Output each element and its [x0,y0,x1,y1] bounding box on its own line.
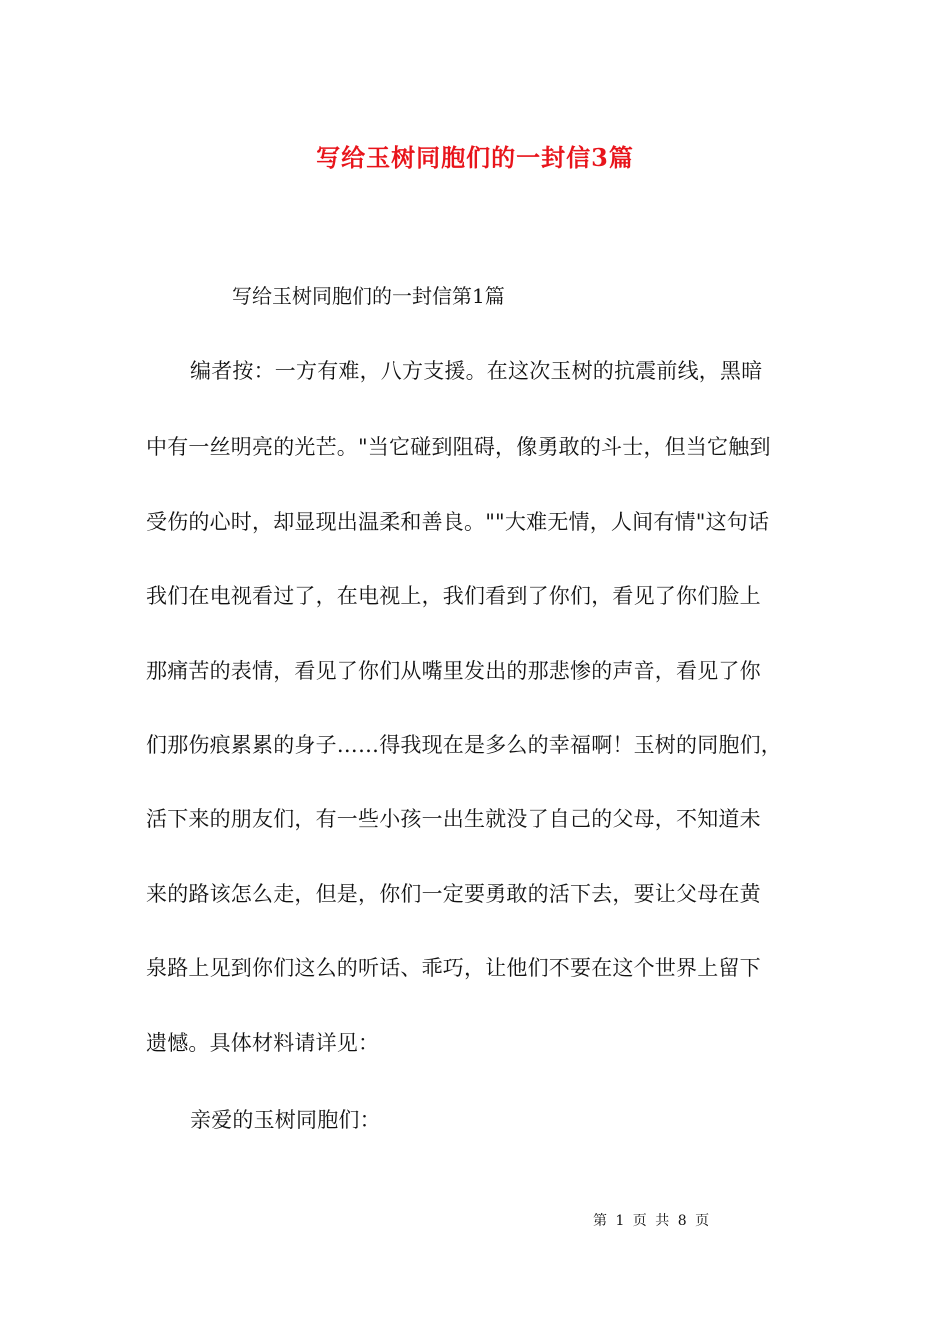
body-line: 中有一丝明亮的光芒。"当它碰到阻碍，像勇敢的斗士，但当它触到 [146,435,771,459]
body-line: 泉路上见到你们这么的听话、乖巧，让他们不要在这个世界上留下 [146,956,761,980]
body-line: 遗憾。具体材料请详见： [146,1031,380,1055]
body-line: 受伤的心时，却显现出温柔和善良。""大难无情，人间有情"这句话 [146,510,770,534]
page-footer: 第 1 页 共 8 页 [593,1213,710,1229]
body-line: 活下来的朋友们，有一些小孩一出生就没了自己的父母，不知道未 [146,807,761,831]
body-line: 来的路该怎么走，但是，你们一定要勇敢的活下去，要让父母在黄 [146,882,761,906]
salutation: 亲爱的玉树同胞们： [190,1108,381,1132]
body-line: 们那伤痕累累的身子……得我现在是多么的幸福啊！玉树的同胞们， [146,733,782,757]
document-title: 写给玉树同胞们的一封信3篇 [316,143,634,172]
body-line: 编者按：一方有难，八方支援。在这次玉树的抗震前线，黑暗 [190,359,763,383]
body-line: 我们在电视看过了，在电视上，我们看到了你们，看见了你们脸上 [146,584,761,608]
body-line: 那痛苦的表情，看见了你们从嘴里发出的那悲惨的声音，看见了你 [146,659,761,683]
section-heading: 写给玉树同胞们的一封信第1篇 [232,284,505,308]
